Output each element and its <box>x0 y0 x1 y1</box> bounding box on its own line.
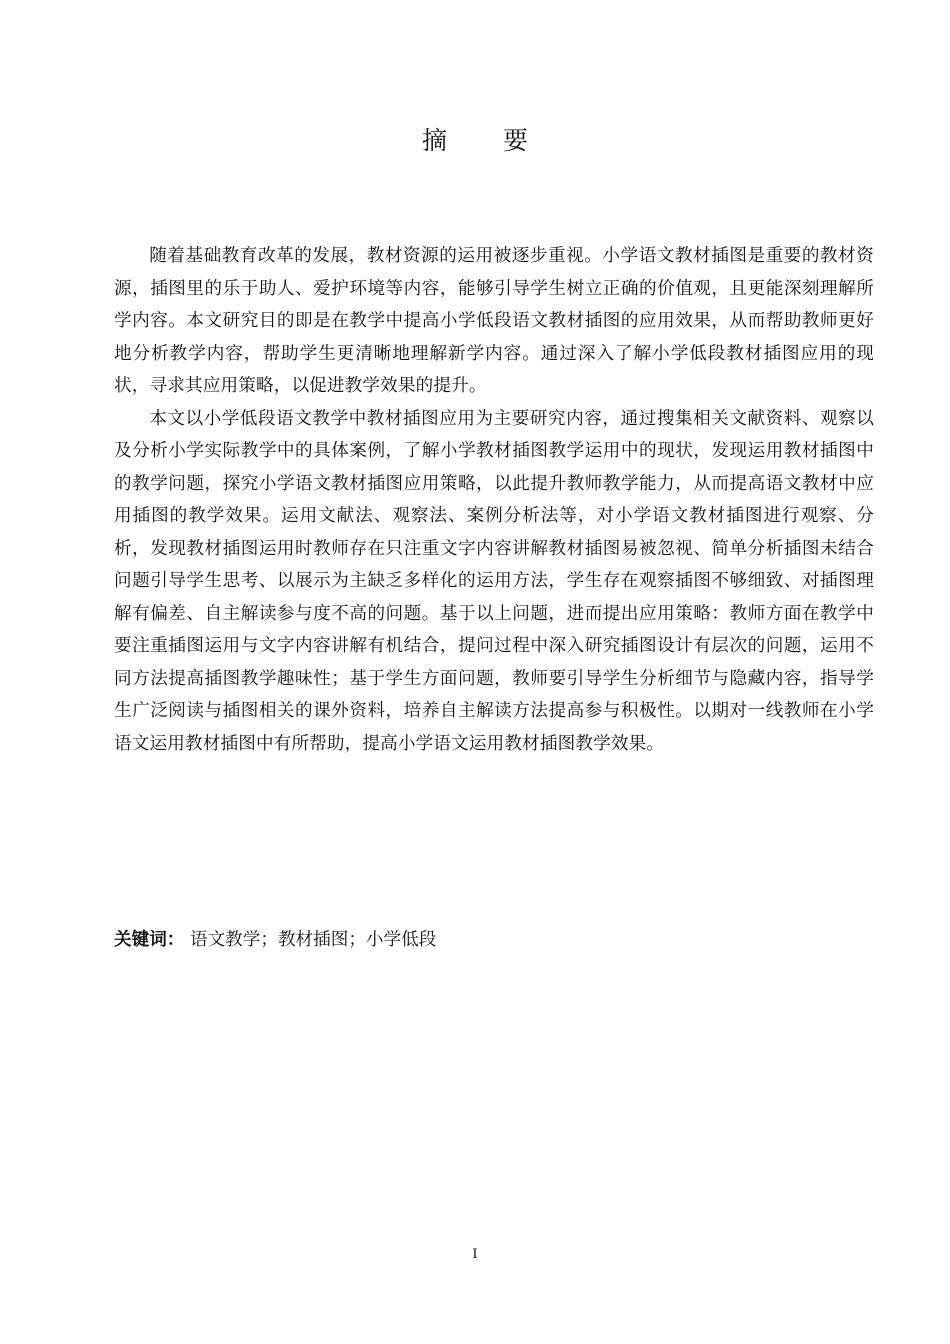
keywords-label: 关键词： <box>114 930 185 950</box>
keywords-value: 语文教学；教材插图；小学低段 <box>189 930 437 950</box>
abstract-paragraph-2: 本文以小学低段语文教学中教材插图应用为主要研究内容，通过搜集相关文献资料、观察以及分析小学实际教学中的具体案例，了解小学教材插图教学运用中的现状，发现运用教材插图中的教学问题，探究小学语文教材插图应用策略，以此提升教师教学能力，从而提高语文教材中应用插图的教学效果。运用文献法、观察法、案例分析法等，对小学语文教材插图进行观察、分析，发现教材插图运用时教师存在只注重文字内容讲解教材插图易被忽视、简单分析插图未结合问题引导学生思考、以展示为主缺乏多样化的运用方法，学生存在观察插图不够细致、对插图理解有偏差、自主解读参与度不高的问题。基于以上问题，进而提出应用策略：教师方面在教学中要注重插图运用与文字内容讲解有机结合，提问过程中深入研究插图设计有层次的问题，运用不同方法提高插图教学趣味性；基于学生方面问题，教师要引导学生分析细节与隐藏内容，指导学生广泛阅读与插图相关的课外资料，培养自主解读方法提高参与积极性。以期对一线教师在小学语文运用教材插图中有所帮助，提高小学语文运用教材插图教学效果。 <box>114 408 874 754</box>
page-number: I <box>472 1247 478 1262</box>
keywords-line <box>114 925 874 955</box>
abstract-title: 摘 要 <box>422 126 552 155</box>
abstract-paragraph-1: 随着基础教育改革的发展，教材资源的运用被逐步重视。小学语文教材插图是重要的教材资源，插图里的乐于助人、爱护环境等内容，能够引导学生树立正确的价值观，且更能深刻理解所学内容。本文研究目的即是在教学中提高小学低段语文教材插图的应用效果，从而帮助教师更好地分析教学内容，帮助学生更清晰地理解新学内容。通过深入了解小学低段教材插图应用的现状，寻求其应用策略，以促进教学效果的提升。 <box>114 246 874 396</box>
abstract-body <box>114 240 874 760</box>
